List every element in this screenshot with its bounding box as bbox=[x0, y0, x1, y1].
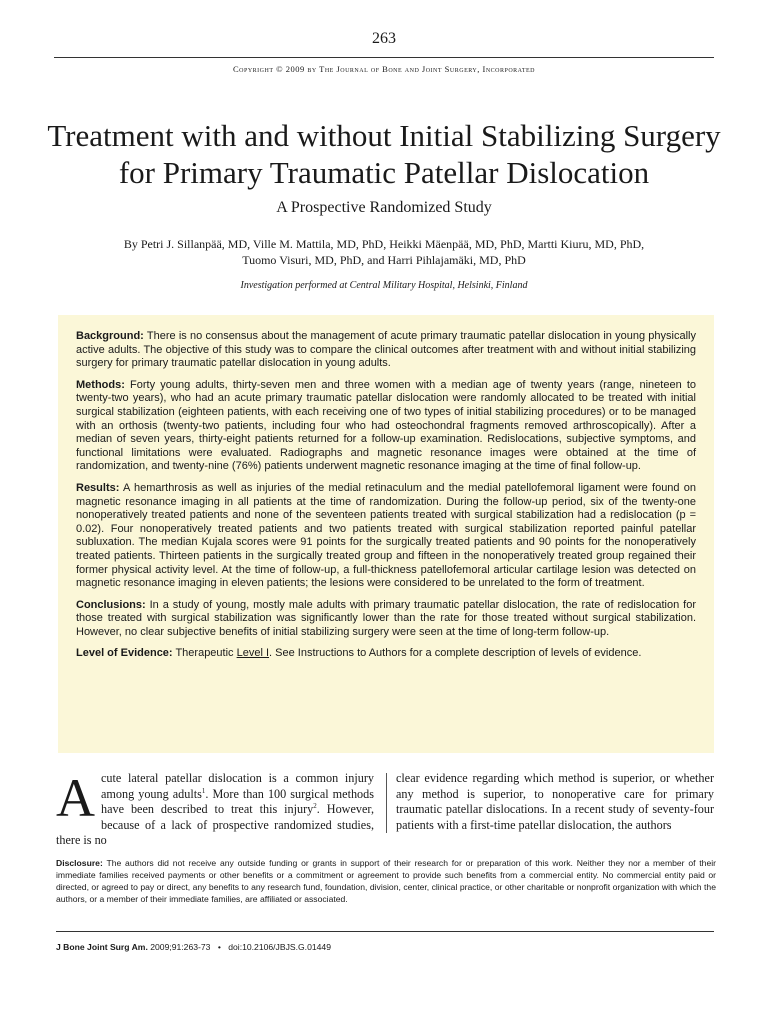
results-text: A hemarthrosis as well as injuries of the medial retinaculum and the medial patellofemoral ligament were found on magnetic resonance imaging in all patients at the time of randomization. During the follow-up period, six of the twenty-one nonoperatively treated patients and none of the seventeen patients treated with surgical stabilization had a redislocation (p = 0.02). Four nonoperatively treated patients and two patients treated with surgical stabilization reported painful patellar subluxation. The median Kujala scores were 91 points for the surgically treated patients and 90 points for the nonoperatively treated patients. Thirteen patients in the surgically treated group and fifteen in the nonoperatively treated group regained their former physical activity level. At the time of follow-up, a full-thickness patellofemoral articular cartilage lesion was detected on magnetic resonance imaging in eleven patients; the lesions were considered to be unrelated to the form of treatment. bbox=[76, 481, 696, 590]
doi-link[interactable]: doi:10.2106/JBJS.G.01449 bbox=[228, 942, 331, 952]
conclusions-heading: Conclusions: bbox=[76, 598, 146, 611]
methods-heading: Methods: bbox=[76, 378, 125, 391]
methods-text: Forty young adults, thirty-seven men and three women with a median age of twenty years (range, nineteen to twenty-two years), who had an acute primary traumatic patellar dislocation were randomly allocated to be treated with initial surgical stabilization (eighteen patients, with each receiving one of two types of initial stabilizing procedures) or to be managed with an orthosis (twenty-two patients, including four who had osteochondral fragments removed arthroscopically). After a median of seven years, thirty-eight patients returned for a follow-up examination. Redislocations, subjective symptoms, and functional limitations were evaluated. Radiographs and magnetic resonance images were obtained at the time of randomization, and twenty-nine (76%) patients underwent magnetic resonance imaging at the time of final follow-up. bbox=[76, 378, 697, 473]
author-list bbox=[80, 236, 688, 268]
article-subtitle: A Prospective Randomized Study bbox=[276, 199, 492, 216]
header-rule bbox=[54, 57, 714, 58]
intro-text-2: . More than 100 surgical methods have been described to treat this injury bbox=[101, 786, 374, 816]
authors-line-2: Tuomo Visuri, MD, PhD, and Harri Pihlajamäki, MD, PhD bbox=[242, 253, 526, 267]
abstract-results bbox=[76, 482, 696, 591]
results-heading: Results: bbox=[76, 481, 120, 494]
footer-rule bbox=[56, 931, 714, 932]
disclosure-text: The authors did not receive any outside funding or grants in support of their research for or preparation of this work. Neither they nor a member of their immediate families received payments or other benefits or a commitment or agreement to provide such benefits from a commercial entity. No commercial entity paid or directed, or agreed to pay or direct, any benefits to any research fund, foundation, division, center, clinical practice, or other charitable or nonprofit organization with which the authors, or a member of their immediate families, are affiliated or associated. bbox=[56, 858, 716, 904]
level-pre-text: Therapeutic bbox=[175, 647, 234, 660]
level-post-text: . See Instructions to Authors for a complete description of levels of evidence. bbox=[269, 647, 642, 660]
abstract-box bbox=[58, 315, 714, 753]
column-divider bbox=[386, 773, 387, 833]
drop-cap: A bbox=[56, 768, 95, 828]
citation-footer bbox=[56, 942, 331, 952]
body-column-right bbox=[396, 771, 714, 833]
level-i-link[interactable]: Level I bbox=[236, 647, 270, 660]
abstract-methods bbox=[76, 379, 696, 474]
conclusions-text: In a study of young, mostly male adults with primary traumatic patellar dislocation, the rate of redislocation for those treated with surgical stabilization was significantly lower than the rate for those treated without surgical stabilization. However, no clear subjective benefits of initial stabilizing surgery were seen at the time of long-term follow-up. bbox=[76, 598, 696, 638]
institution-note: Investigation performed at Central Military Hospital, Helsinki, Finland bbox=[240, 280, 528, 291]
background-heading: Background: bbox=[76, 330, 144, 342]
intro-text-1: cute lateral patellar dislocation is a common injury among young adults bbox=[101, 771, 374, 801]
abstract-level-of-evidence bbox=[76, 647, 696, 661]
page-number: 263 bbox=[372, 30, 396, 47]
abstract-background bbox=[76, 330, 696, 371]
disclosure-heading: Disclosure: bbox=[56, 858, 103, 868]
reference-1[interactable]: 1 bbox=[201, 786, 206, 795]
journal-name: J Bone Joint Surg Am. bbox=[56, 942, 148, 952]
reference-2[interactable]: 2 bbox=[313, 801, 317, 810]
article-title: Treatment with and without Initial Stabilizing Surgery for Primary Traumatic Patellar Dislocation bbox=[47, 118, 721, 190]
abstract-conclusions bbox=[76, 599, 696, 640]
citation-volume: 2009;91:263-73 bbox=[150, 942, 211, 952]
copyright-line: Copyright © 2009 by The Journal of Bone and Joint Surgery, Incorporated bbox=[232, 64, 535, 74]
body-column-left bbox=[56, 768, 374, 849]
background-text: There is no consensus about the management of acute primary traumatic patellar dislocation in young physically active adults. The objective of this study was to compare the clinical outcomes after treatment with and without initial stabilizing surgery for primary traumatic patellar dislocation in young adults. bbox=[76, 330, 696, 370]
intro-text-3: . However, because of a lack of prospective randomized studies, there is no bbox=[56, 802, 374, 847]
level-heading: Level of Evidence: bbox=[76, 647, 173, 660]
disclosure-statement bbox=[56, 857, 716, 905]
intro-text-right: clear evidence regarding which method is superior, or whether any method is superior, to nonoperative care for primary traumatic patellar dislocations. In a recent study of seventy-four patients with a first-time patellar dislocation, the authors bbox=[396, 771, 714, 832]
bullet-separator: • bbox=[217, 942, 221, 952]
authors-line-1: By Petri J. Sillanpää, MD, Ville M. Mattila, MD, PhD, Heikki Mäenpää, MD, PhD, Martti Kiuru, MD, PhD, bbox=[123, 237, 645, 251]
